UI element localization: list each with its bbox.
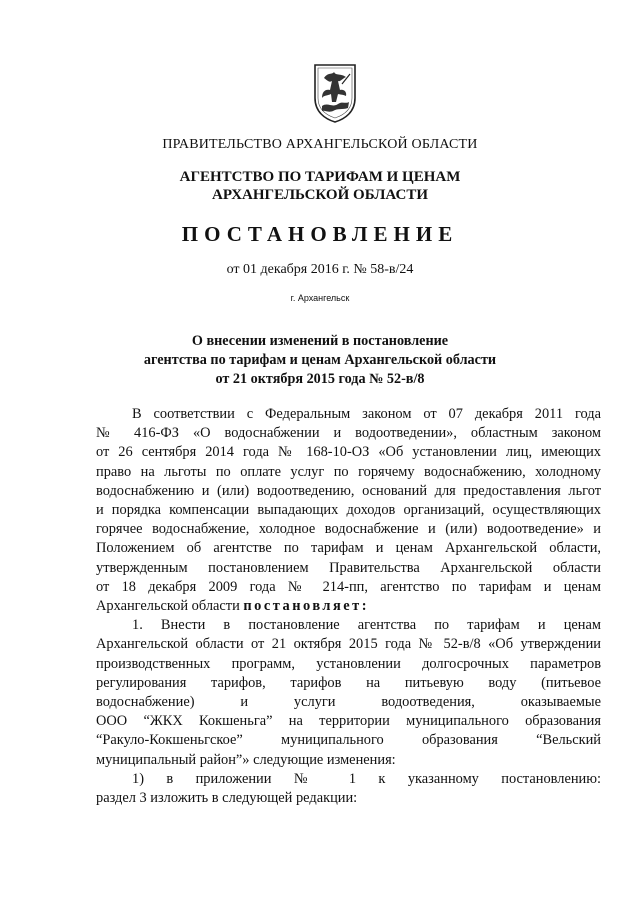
body-line: производственных программ, установлении долгосрочных параметров bbox=[96, 655, 601, 672]
body-line: и порядка компенсации выпадающих доходов организаций, осуществляющих bbox=[96, 502, 601, 519]
body-line: горячее водоснабжение, холодное водоснабжение и (или) водоотведение» и bbox=[96, 521, 601, 538]
document-title: ПОСТАНОВЛЕНИЕ bbox=[181, 222, 459, 246]
body-line: раздел 3 изложить в следующей редакции: bbox=[96, 790, 358, 807]
body-line: Положением об агентстве по тарифам и ценам Архангельской области, bbox=[96, 540, 601, 557]
body-line: регулирования тарифов, тарифов на питьевую воду (питьевое bbox=[96, 674, 601, 691]
body-line: 1) в приложении № 1 к указанному постановлению: bbox=[132, 770, 601, 787]
document-city: г. Архангельск bbox=[290, 293, 350, 303]
agency-name-line1: АГЕНТСТВО ПО ТАРИФАМ И ЦЕНАМ bbox=[179, 169, 461, 185]
body-line: от 26 сентября 2014 года № 168-10-ОЗ «Об установлении лиц, имеющих bbox=[96, 444, 601, 461]
agency-name-line2: АРХАНГЕЛЬСКОЙ ОБЛАСТИ bbox=[212, 187, 428, 203]
body-line: муниципальный район”» следующие изменения: bbox=[96, 751, 396, 768]
government-name: ПРАВИТЕЛЬСТВО АРХАНГЕЛЬСКОЙ ОБЛАСТИ bbox=[162, 137, 478, 152]
body-line: № 416-ФЗ «О водоснабжении и водоотведении», областным законом bbox=[96, 425, 601, 442]
body-line: В соответствии с Федеральным законом от 07 декабря 2011 года bbox=[132, 406, 601, 422]
subject-line: О внесении изменений в постановление bbox=[191, 333, 449, 349]
resolution-keyword: постановляет: bbox=[243, 598, 370, 615]
body-line: ООО “ЖКХ Кокшеньга” на территории муниципального образования bbox=[96, 713, 601, 730]
body-line: от 18 декабря 2009 года № 214-пп, агентство по тарифам и ценам bbox=[96, 578, 601, 595]
subject-line: от 21 октября 2015 года № 52-в/8 bbox=[215, 371, 425, 387]
body-line: 1. Внести в постановление агентства по тарифам и ценам bbox=[132, 617, 601, 634]
body-line-resolution bbox=[96, 597, 601, 616]
body-line: водоснабжению и (или) водоотведению, оснований для предоставления льгот bbox=[96, 482, 601, 499]
document-body bbox=[96, 405, 601, 808]
agency-name bbox=[0, 168, 640, 204]
body-line-prefix: Архангельской области bbox=[96, 598, 240, 615]
body-line: “Ракуло-Кокшеньгское” муниципального образования “Вельский bbox=[96, 732, 601, 749]
body-line: водоснабжение) и услуги водоотведения, оказываемые bbox=[96, 694, 601, 711]
arkhangelsk-coat-of-arms-icon bbox=[312, 62, 358, 124]
document-date-number: от 01 декабря 2016 г. № 58-в/24 bbox=[226, 262, 414, 277]
subject-line: агентства по тарифам и ценам Архангельской области bbox=[143, 352, 497, 368]
body-line: утвержденным постановлением Правительства Архангельской области bbox=[96, 559, 601, 576]
body-line: право на льготы по оплате услуг по горячему водоснабжению, холодному bbox=[96, 463, 601, 480]
document-subject bbox=[0, 332, 640, 389]
body-line: Архангельской области от 21 октября 2015 года № 52-в/8 «Об утверждении bbox=[96, 636, 601, 653]
